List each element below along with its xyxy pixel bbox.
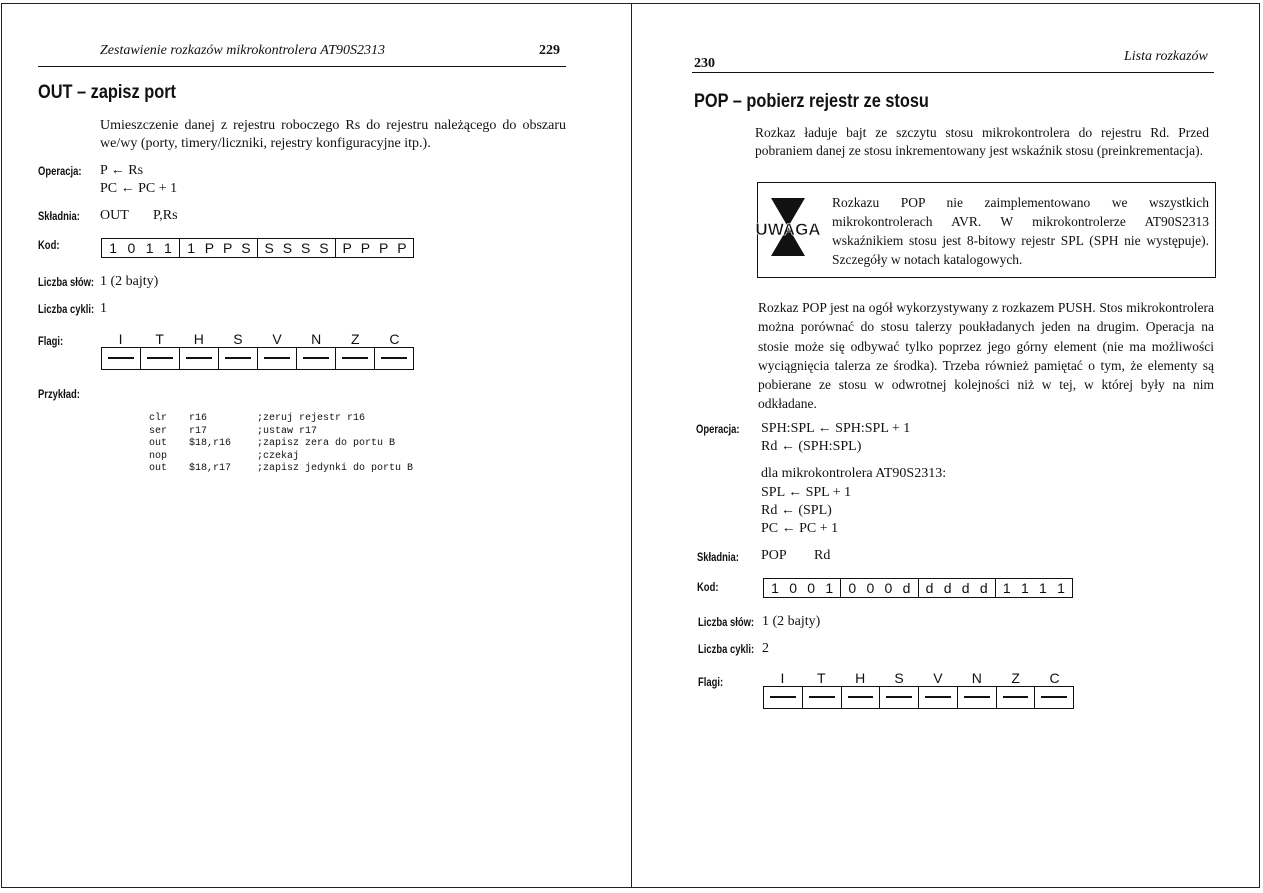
right-operation-sub-line-2: Rd ← (SPL): [761, 503, 832, 518]
opcode-bit: d: [943, 580, 952, 596]
opcode-bit: 1: [163, 240, 172, 256]
right-cycles-label: Liczba cykli:: [698, 644, 755, 656]
opcode-bit: 1: [771, 580, 779, 596]
right-flags-box: [763, 686, 1074, 709]
opcode-bit: d: [925, 580, 934, 596]
flag-cell: [764, 687, 803, 708]
right-flag-names: [763, 670, 1074, 686]
opcode-bit: P: [360, 240, 371, 256]
opcode-bit: 1: [145, 240, 154, 256]
opcode-group: [336, 239, 413, 257]
flag-name: I: [118, 331, 123, 347]
left-running-header: Zestawienie rozkazów mikrokontrolera AT90S2313: [100, 43, 386, 58]
flag-name: N: [971, 670, 982, 686]
right-syntax-operands: Rd: [814, 548, 831, 563]
opcode-group: [258, 239, 336, 257]
flag-cell: [180, 348, 219, 369]
code-args: $18,r17: [189, 463, 232, 474]
right-operation-line-1: SPH:SPL ← SPH:SPL + 1: [761, 421, 911, 436]
code-line: [149, 438, 413, 451]
opcode-bit: 1: [825, 580, 834, 596]
opcode-bit: S: [319, 240, 329, 256]
code-comment: ;zapisz jedynki do portu B: [257, 463, 414, 474]
code-op: nop: [149, 450, 168, 462]
flag-cell: [336, 348, 375, 369]
left-syntax-label: Składnia:: [38, 211, 80, 223]
code-comment: ;zapisz zera do portu B: [257, 438, 396, 449]
code-args: r16: [189, 413, 208, 424]
code-op: ser: [149, 425, 168, 437]
flag-cell: [997, 687, 1036, 708]
flag-cell: [102, 348, 141, 369]
flag-name: C: [389, 331, 400, 347]
flag-cell: [375, 348, 413, 369]
left-code-label: Kod:: [38, 240, 60, 252]
flag-name: T: [155, 331, 164, 347]
opcode-bit: P: [378, 240, 389, 256]
left-title: OUT – zapisz port: [38, 82, 177, 103]
flag-cell: [1035, 687, 1073, 708]
right-syntax-mnemonic: POP: [761, 548, 787, 563]
right-code-label: Kod:: [697, 582, 719, 594]
right-paragraph: Rozkaz POP jest na ogół wykorzystywany z rozkazem PUSH. Stos mikrokontrolera można porównać do stosu talerzy poukładanych jeden na drugim. Operacja na stosie może się odbywać tylko poprzez jego górny element (nie ma możliwości wyciągnięcia talerza ze środka). Trzeba również pamiętać o tym, że elementy są pobierane ze stosu w odwrotnej kolejności niż w tej, w której były na nim odkładane.: [758, 300, 1214, 412]
right-opcode-box: [763, 578, 1073, 598]
left-description: Umieszczenie danej z rejestru roboczego Rs do rejestru należącego do obszaru we/wy (porty, timery/liczniki, rejestry konfiguracyjne itp.).: [100, 118, 566, 151]
code-line: [149, 413, 413, 426]
flag-name: T: [817, 670, 826, 686]
flag-name: Z: [1011, 670, 1020, 686]
opcode-bit: S: [264, 240, 274, 256]
right-operation-sub-line-1: SPL ← SPL + 1: [761, 485, 852, 500]
code-line: [149, 426, 413, 439]
right-cycles-value: 2: [762, 641, 769, 656]
right-title: POP – pobierz rejestr ze stosu: [694, 91, 929, 112]
code-comment: ;zeruj rejestr r16: [257, 413, 366, 424]
opcode-group: [764, 579, 841, 597]
left-flags-label: Flagi:: [38, 336, 64, 348]
flag-cell: [141, 348, 180, 369]
flag-cell: [842, 687, 881, 708]
left-example-label: Przykład:: [38, 389, 80, 401]
left-cycles-value: 1: [100, 301, 107, 316]
flag-name: V: [272, 331, 282, 347]
opcode-bit: 1: [1039, 580, 1047, 596]
right-words-label: Liczba słów:: [698, 617, 755, 629]
opcode-group: [102, 239, 180, 257]
flag-cell: [297, 348, 336, 369]
opcode-bit: d: [979, 580, 988, 596]
right-operation-sub-line-3: PC ← PC + 1: [761, 521, 839, 536]
right-page-number: 230: [694, 56, 715, 71]
flag-name: H: [193, 331, 204, 347]
opcode-bit: d: [902, 580, 911, 596]
left-operation-label: Operacja:: [38, 166, 82, 178]
code-args: $18,r16: [189, 438, 232, 449]
flag-name: N: [311, 331, 322, 347]
code-line: [149, 463, 413, 476]
opcode-group: [996, 579, 1072, 597]
flag-cell: [219, 348, 258, 369]
flag-cell: [803, 687, 842, 708]
right-words-value: 1 (2 bajty): [762, 614, 821, 629]
right-syntax-label: Składnia:: [697, 552, 739, 564]
left-opcode-box: [101, 238, 414, 258]
right-flags-label: Flagi:: [698, 677, 724, 689]
code-op: out: [149, 463, 168, 474]
opcode-bit: 0: [127, 240, 136, 256]
code-comment: ;ustaw r17: [257, 425, 318, 437]
opcode-bit: S: [300, 240, 311, 256]
right-description: Rozkaz ładuje bajt ze szczytu stosu mikrokontrolera do rejestru Rd. Przed pobraniem danej ze stosu inkrementowany jest wskaźnik stosu (preinkrementacja).: [755, 125, 1209, 158]
opcode-group: [841, 579, 918, 597]
left-words-label: Liczba słów:: [38, 277, 95, 289]
opcode-bit: 1: [109, 240, 118, 256]
flag-name: I: [780, 670, 785, 686]
opcode-bit: S: [241, 240, 251, 256]
flag-name: Z: [351, 331, 360, 347]
opcode-bit: 1: [1020, 580, 1029, 596]
right-operation-label: Operacja:: [696, 424, 740, 436]
flag-name: S: [233, 331, 243, 347]
opcode-bit: P: [204, 240, 215, 256]
left-operation-line-2: PC ← PC + 1: [100, 181, 178, 196]
code-op: clr: [149, 413, 168, 424]
flag-cell: [958, 687, 997, 708]
left-header-rule: [38, 66, 566, 67]
left-flag-names: [101, 331, 414, 347]
code-args: [189, 451, 257, 464]
svg-text:UWAGA: UWAGA: [755, 220, 821, 239]
opcode-bit: 1: [1057, 580, 1065, 596]
opcode-bit: d: [961, 580, 970, 596]
opcode-bit: P: [222, 240, 233, 256]
left-cycles-label: Liczba cykli:: [38, 304, 95, 316]
right-operation-line-2: Rd ← (SPH:SPL): [761, 439, 862, 454]
warning-logo-icon: [755, 196, 821, 258]
flag-name: V: [933, 670, 943, 686]
opcode-bit: 1: [187, 240, 196, 256]
opcode-bit: P: [397, 240, 407, 256]
left-syntax-operands: P,Rs: [153, 208, 178, 223]
code-line: [149, 451, 413, 464]
opcode-bit: 0: [848, 580, 857, 596]
code-args: r17: [189, 425, 208, 437]
opcode-bit: 0: [807, 580, 816, 596]
code-comment: ;czekaj: [257, 450, 300, 462]
flag-name: H: [855, 670, 866, 686]
flag-cell: [880, 687, 919, 708]
opcode-bit: 1: [1002, 580, 1011, 596]
left-syntax-mnemonic: OUT: [100, 208, 129, 223]
flag-cell: [258, 348, 297, 369]
right-running-header: Lista rozkazów: [1124, 49, 1208, 64]
flag-name: S: [894, 670, 904, 686]
opcode-group: [919, 579, 996, 597]
opcode-bit: 0: [866, 580, 875, 596]
code-op: out: [149, 438, 168, 449]
flag-name: C: [1049, 670, 1060, 686]
left-page-number: 229: [539, 43, 560, 58]
opcode-bit: P: [342, 240, 352, 256]
opcode-bit: 0: [789, 580, 797, 596]
right-header-rule: [692, 72, 1214, 73]
left-flags-box: [101, 347, 414, 370]
right-operation-sub-heading: dla mikrokontrolera AT90S2313:: [761, 466, 947, 481]
left-words-value: 1 (2 bajty): [100, 274, 159, 289]
page-divider: [631, 3, 632, 888]
example-code-block: [149, 413, 413, 476]
left-operation-line-1: P ← Rs: [100, 163, 144, 178]
opcode-bit: S: [282, 240, 293, 256]
opcode-group: [180, 239, 258, 257]
opcode-bit: 0: [884, 580, 893, 596]
note-text: Rozkazu POP nie zaimplementowano we wszystkich mikrokontrolerach AVR. W mikrokontrolerze AT90S2313 wskaźnikiem stosu jest 8-bitowy rejestr SPL (SPH nie występuje). Szczegóły w notach katalogowych.: [832, 195, 1209, 267]
flag-cell: [919, 687, 958, 708]
